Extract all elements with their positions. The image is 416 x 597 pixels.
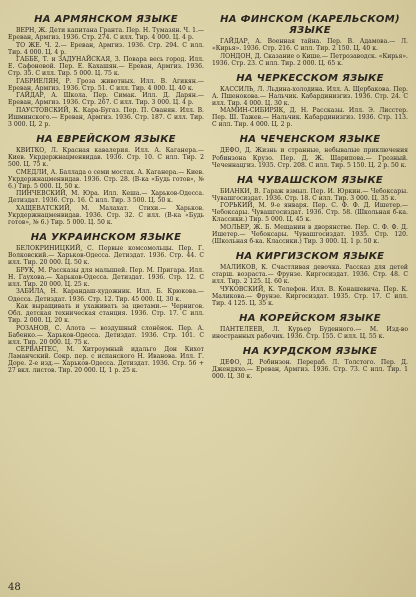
- catalog-entry: ДЕФО, Д. Жизнь и странные, небывалые приключения Робинзона Крузо. Пер. Д. Ж. Шарипова.— Грозный. Чеченнацгиз. 1935. Стр. 208. С илл. Тир. 5 150. Ц. 2 р. 50 к.: [212, 147, 408, 169]
- catalog-entry: РОЗАНОВ, С. Алота — воздушный слонёнок. Пер. А. Бабенко.— Харьков-Одесса. Детиздат. 1936. Стр. 101. С илл. Тир. 20 000. Ц. 75 к.: [8, 324, 204, 346]
- catalog-entry: МАЛИКОВ, К. Счастливая девочка. Рассказ для детей старш. возраста.— Фрунзе. Киргосиздат. 1936. Стр. 48. С илл. Тир. 2 125. Ц. 60 к.: [212, 263, 408, 286]
- section-heading: НА ЧЕЧЕНСКОМ ЯЗЫКЕ: [239, 134, 381, 146]
- catalog-entry: ЗАБИЛА, Н. Карандаш-художник. Илл. Б. Крюкова.— Одесса. Детиздат. 1936. Стр. 12. Тир. 45 000. Ц. 30 к.: [8, 288, 204, 303]
- catalog-entry: КВИТКО, Л. Красная кавалерия. Илл. А. Каганера.— Киев. Укрдержнацменвидав. 1936. Стр. 10. С илл. Тир. 2 500. Ц. 75 к.: [8, 147, 204, 169]
- catalog-entry: МОЛЬЕР, Ж. Б. Мещанин в дворянстве. Пер. С. Ф. Ф. Д. Ишетер.— Чебоксары. Чувашгосиздат. 1935. Стр. 120. (Школьная б-ка. Классики.) Тир. 3 000. Ц. 1 р. 50 к.: [212, 223, 408, 245]
- catalog-entry: ГАЙДАР, А. Школа. Пер. Симак. Илл. Д. Дарян.— Ереван, Армгиз. 1936. Стр. 267. С илл. Тир. 3 000. Ц. 4 р.: [8, 92, 204, 107]
- catalog-entry: ДЕФО, Д. Робинзон. Перераб. Л. Толстого. Пер. Д. Джендяхо.— Ереван, Армгиз. 1936. Стр. 73. С илл. Тир. 1 000. Ц. 30 к.: [212, 358, 408, 380]
- catalog-entry: ЛОНДОН, Д. Сказание о Кише.— Петрозаводск. «Кирья». 1936. Стр. 23. С илл. Тир. 2 000. Ц. 65 к.: [212, 52, 408, 67]
- columns: [8, 8, 408, 381]
- section-heading: НА КОРЕЙСКОМ ЯЗЫКЕ: [239, 312, 381, 324]
- left-column: [8, 8, 204, 381]
- section-heading: НА АРМЯНСКОМ ЯЗЫКЕ: [34, 14, 178, 25]
- section-heading: НА УКРАИНСКОМ ЯЗЫКЕ: [30, 232, 182, 244]
- section-heading: НА КУРДСКОМ ЯЗЫКЕ: [242, 345, 378, 357]
- catalog-entry: ТО ЖЕ. Ч. 2.— Ереван, Армгиз. 1936. Стр. 294. С илл. Тир. 4 000. Ц. 4 р.: [8, 41, 204, 56]
- right-column: [212, 8, 408, 381]
- catalog-entry: КАССИЛЬ, Л. Льдина-холодина. Илл. А. Щербакова. Пер. А. Пшенокова.— Нальчик. Кабардинизгиз. 1936. Стр. 24. С илл. Тир. 4 000. Ц. 30 к.: [212, 85, 408, 107]
- catalog-entry: ГАБРИЕЛЯН, Р. Гроза животных. Илл. В. Агикян.— Ереван, Армгиз. 1936. Стр. 51. С илл. Тир. 4 000. Ц. 40 к.: [8, 77, 204, 92]
- catalog-entry: ГАББЕ, Т. и ЗАДУНАЙСКАЯ, З. Повара весь город. Илл. Е. Сафоновой. Пер. Е. Кахашян.— Ереван, Армгиз. 1936. Стр. 35. С илл. Тир. 5 000. Ц. 75 к.: [8, 56, 204, 78]
- catalog-entry: ХАЩЕВАТСКИЙ, М. Малахат. Стихи.— Харьков. Укрдержнацменвидав. 1936. Стр. 32. С илл. (В-ка «Будь готов», № 6.) Тир. 5 000. Ц. 50 к.: [8, 205, 204, 227]
- page-number: 48: [8, 582, 21, 593]
- catalog-entry: БИАНКИ, В. Гараж взмыл. Пер. И. Юркин.— Чебоксары. Чувашгосиздат. 1936. Стр. 18. С илл. Тир. 3 000. Ц. 35 к.: [212, 187, 408, 202]
- section-heading: НА ЧЕРКЕССКОМ ЯЗЫКЕ: [236, 72, 384, 84]
- catalog-entry: ГАЙДАР, А. Военная тайна. Пер. В. Адамова.— Л. «Кирья». 1936. Стр. 216. С илл. Тир. 2 150. Ц. 40 к.: [212, 38, 408, 53]
- section-heading: НА КИРГИЗСКОМ ЯЗЫКЕ: [235, 250, 385, 262]
- catalog-entry: МАМИН-СИБИРЯК, Д. Н. Рассказы. Илл. Э. Лисстер. Пер. Ш. Тажев.— Нальчик. Кабардинизгиз. 1936. Стр. 113. С илл. Тир. 4 000. Ц. 2 р.: [212, 107, 408, 129]
- section-heading: НА ФИНСКОМ (КАРЕЛЬСКОМ) ЯЗЫКЕ: [220, 14, 400, 36]
- catalog-entry: СМЕДЛИ, А. Баллада о семи мостах. А. Каганера.— Киев. Укрдержнацменвидав. 1936. Стр. 28. (В-ка «Будь готов», № 6.) Тир. 5 000. Ц. 50 к.: [8, 168, 204, 190]
- catalog-entry: ЧУКОВСКИЙ, К. Телефон. Илл. В. Конашевича. Пер. К. Маликова.— Фрунзе. Киргосиздат. 1935. Стр. 17. С илл. Тир. 4 125. Ц. 35 к.: [212, 285, 408, 307]
- catalog-entry: СЕРВАНТЕС, М. Хитроумный идальго Дон Кихот Ламанчский. Сокр. пер. с испанского Н. Иванова. Илл. Г. Доре. 2-е изд.— Харьков-Одесса. Детиздат. 1936. Стр. 56 + 27 вкл. листов. Тир. 20 000. Ц. 1 р. 25 к.: [8, 346, 204, 375]
- catalog-entry: ВЕРН, Ж. Дети капитана Гранта. Пер. Н. Тумазян. Ч. 1.— Ереван, Армгиз. 1936. Стр. 274. С илл. Тир. 4 000. Ц. 4 р.: [8, 27, 204, 42]
- catalog-entry: ПАУСТОВСКИЙ, К. Кара-Бугаз. Пер. П. Ованян. Илл. В. Ишминского.— Ереван, Армгиз. 1936. Стр. 187. С илл. Тир. 3 000. Ц. 2 р.: [8, 107, 204, 129]
- catalog-entry: ПИНЧЕВСКИЙ, М. Юра. Илл. Кеша.— Харьков-Одесса. Детиздат. 1936. Стр. 16. С илл. Тир. 3 500. Ц. 50 к.: [8, 190, 204, 205]
- section-heading: НА ЧУВАШСКОМ ЯЗЫКЕ: [236, 174, 384, 186]
- catalog-entry: БРУК, М. Рассказы для малышей. Пер. М. Пригара. Илл. Н. Гаухова.— Харьков-Одесса. Детиздат. 1936. Стр. 12. С илл. Тир. 20 000. Ц. 25 к.: [8, 266, 204, 288]
- catalog-entry: ГОРЬКИЙ, М. 9-е января. Пер. С. Ф. Ф. Д. Ишетер.— Чебоксары. Чувашгосиздат. 1936. Стр. 58. (Школьная б-ка. Классики.) Тир. 5 000. Ц. 45 к.: [212, 202, 408, 224]
- section-heading: НА ЕВРЕЙСКОМ ЯЗЫКЕ: [36, 134, 176, 146]
- catalog-entry: ПАНТЕЛЕЕВ, Л. Курьер Буденного.— М. Изд-во иностранных рабочих. 1936. Стр. 155. С илл. Ц. 55 к.: [212, 325, 408, 340]
- catalog-entry: Как выращивать и ухаживать за цветами.— Чернигов. Обл. детская техническая станция. 1936. Стр. 17. С илл. Тир. 2 000. Ц. 20 к.: [8, 303, 204, 325]
- catalog-entry: БЕЛОКРИНИЦКИЙ, С. Первые комсомольцы. Пер. Г. Волковский.— Харьков-Одесса. Детиздат. 1936. Стр. 44. С илл. Тир. 20 000. Ц. 50 к.: [8, 245, 204, 267]
